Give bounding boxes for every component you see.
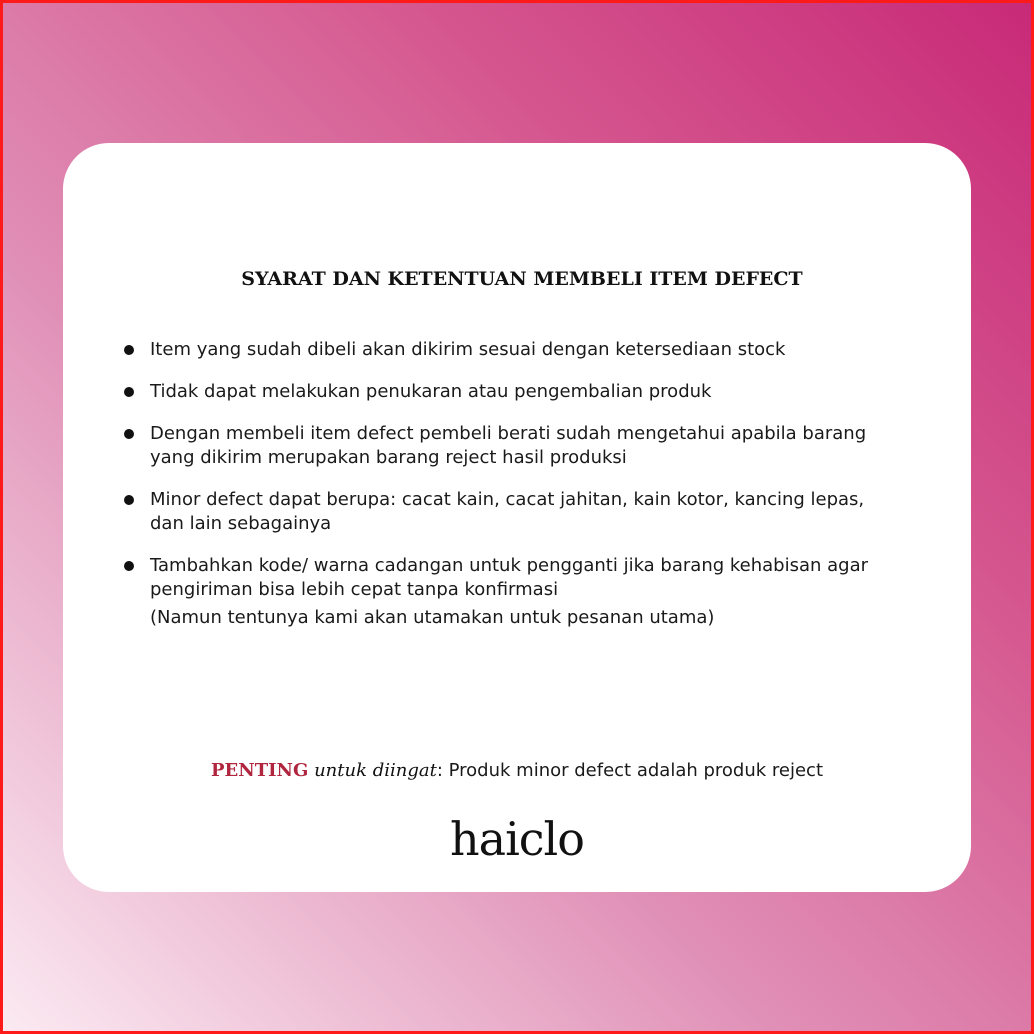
important-message: : Produk minor defect adalah produk reject: [436, 760, 824, 781]
bullet-icon: [124, 561, 134, 571]
important-phrase: untuk diingat: [314, 760, 437, 781]
important-keyword: PENTING: [210, 760, 309, 781]
list-item-text: Tidak dapat melakukan penukaran atau pengembalian produk: [150, 381, 712, 402]
list-item: [122, 380, 892, 404]
bullet-icon: [124, 345, 134, 355]
list-item: [122, 422, 892, 470]
list-item: [122, 488, 892, 536]
list-item-text: Item yang sudah dibeli akan dikirim sesuai dengan ketersediaan stock: [150, 339, 786, 360]
terms-list: [122, 338, 892, 648]
bullet-icon: [124, 495, 134, 505]
list-item: [122, 338, 892, 362]
list-item: [122, 554, 892, 630]
bullet-icon: [124, 429, 134, 439]
list-item-text: Minor defect dapat berupa: cacat kain, cacat jahitan, kain kotor, kancing lepas, dan lain sebagainya: [150, 489, 865, 534]
bullet-icon: [124, 387, 134, 397]
page-title: SYARAT DAN KETENTUAN MEMBELI ITEM DEFECT: [241, 268, 803, 290]
list-item-text: Tambahkan kode/ warna cadangan untuk pengganti jika barang kehabisan agar pengiriman bisa lebih cepat tanpa konfirmasi: [150, 555, 869, 600]
brand-logo: haiclo: [450, 812, 584, 866]
list-item-note: (Namun tentunya kami akan utamakan untuk pesanan utama): [150, 607, 715, 628]
list-item-text: Dengan membeli item defect pembeli berati sudah mengetahui apabila barang yang dikirim merupakan barang reject hasil produksi: [150, 423, 867, 468]
important-note: [0, 760, 1034, 781]
